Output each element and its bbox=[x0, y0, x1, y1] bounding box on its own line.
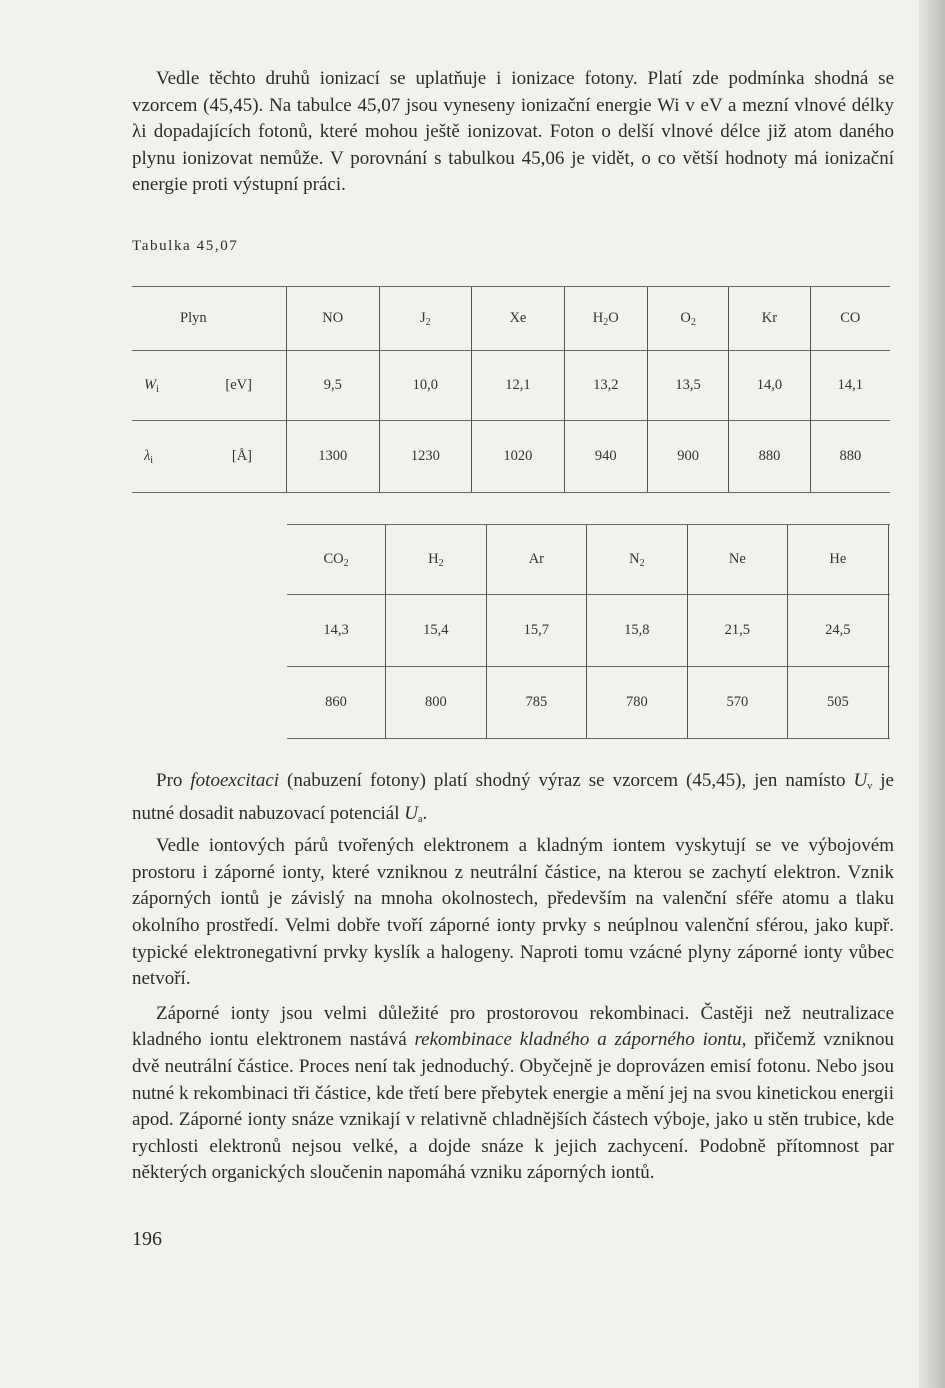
ionization-table-part-1 bbox=[132, 286, 890, 493]
gas-formula: Ne bbox=[728, 551, 746, 567]
formula-suffix: O bbox=[608, 309, 619, 326]
wavelength-cell: 880 bbox=[729, 421, 810, 493]
gas-cell bbox=[564, 287, 647, 351]
gas-cell bbox=[379, 287, 472, 351]
gas-formula: Ar bbox=[528, 551, 544, 567]
formula-subscript: 2 bbox=[425, 316, 431, 328]
text-run: je nutné dosadit nabuzovací potenciál bbox=[132, 770, 894, 824]
unit-label: [Å] bbox=[231, 447, 252, 464]
gas-formula: H bbox=[592, 309, 604, 326]
gas-cell bbox=[587, 525, 688, 595]
gas-formula: O bbox=[680, 309, 691, 326]
gas-cell bbox=[486, 525, 587, 595]
body-text bbox=[132, 768, 894, 1187]
wavelength-cell: 1230 bbox=[379, 421, 472, 493]
gas-formula: N bbox=[629, 550, 640, 567]
table-caption: Tabulka 45,07 bbox=[132, 238, 239, 254]
gas-cell bbox=[788, 525, 889, 595]
symbol-subscript: i bbox=[150, 454, 154, 466]
energy-row-label bbox=[132, 351, 287, 421]
energy-cell: 10,0 bbox=[379, 351, 472, 421]
gas-formula: H bbox=[428, 550, 439, 567]
italic-term: fotoexcitaci bbox=[190, 770, 280, 791]
gas-cell bbox=[287, 525, 386, 595]
symbol-w: W bbox=[144, 376, 157, 393]
text-run: Záporné ionty jsou velmi důležité pro prostorovou rekombinaci. Častěji než neutralizace kladného iontu elektronem nastává bbox=[132, 1002, 894, 1051]
wavelength-cell: 1300 bbox=[287, 421, 380, 493]
gas-formula: Kr bbox=[761, 310, 778, 326]
gas-cell bbox=[647, 287, 728, 351]
gas-formula: CO bbox=[840, 310, 861, 326]
energy-cell bbox=[888, 595, 890, 667]
energy-cell: 21,5 bbox=[687, 595, 788, 667]
energy-cell: 15,4 bbox=[386, 595, 487, 667]
formula-subscript: 2 bbox=[603, 316, 609, 328]
scan-edge-shadow bbox=[919, 0, 945, 1388]
energy-cell: 15,7 bbox=[486, 595, 587, 667]
paragraph-photoexcitation bbox=[132, 768, 894, 833]
text-run: Pro bbox=[156, 770, 191, 791]
intro-paragraph: Vedle těchto druhů ionizací se uplatňuje i ionizace fotony. Platí zde podmínka shodná se vzorcem (45,45). Na tabulce 45,07 jsou vyneseny ionizační energie Wi v eV a mezní vlnové délky λi dopadajících fotonů, které mohou ještě ionizovat. Foton o delší vlnové délce již atom daného plynu ionizovat nemůže. V porovnání s tabulkou 45,06 je vidět, o co větší hodnoty má ionizační energie proti výstupní práci. bbox=[132, 68, 894, 196]
energy-row bbox=[132, 351, 890, 421]
wavelength-cell: 1020 bbox=[472, 421, 565, 493]
energy-cell: 13,2 bbox=[564, 351, 647, 421]
wavelength-cell: 880 bbox=[810, 421, 890, 493]
page-number: 196 bbox=[132, 1228, 162, 1250]
energy-row bbox=[287, 595, 890, 667]
wavelength-cell: 860 bbox=[287, 667, 386, 739]
unit-label: [eV] bbox=[225, 376, 252, 393]
symbol-lambda: λ bbox=[144, 447, 151, 464]
wavelength-cell: 780 bbox=[587, 667, 688, 739]
symbol-u: U bbox=[404, 802, 418, 824]
gas-cell bbox=[287, 287, 380, 351]
energy-cell: 12,1 bbox=[472, 351, 565, 421]
text-run: . bbox=[422, 802, 428, 824]
wavelength-cell: 570 bbox=[687, 667, 788, 739]
wavelength-row-label bbox=[132, 421, 287, 493]
gas-formula: Xe bbox=[509, 310, 527, 326]
header-label: Plyn bbox=[180, 310, 207, 326]
energy-cell: 14,3 bbox=[287, 595, 386, 667]
gas-formula: He bbox=[829, 551, 847, 567]
gas-cell bbox=[386, 525, 487, 595]
table-header-row bbox=[287, 525, 890, 595]
text-run: , přičemž vzniknou dvě neutrální částice. Proces není tak jednoduchý. Obyčejně je doprovázen emisí fotonu. Nebo jsou nutné k rekombinaci tři částice, kde třetí bere přebytek energie a mění jej na svou kinetickou energii apod. Záporné ionty snáze vznikají v relativně chladnějších částech výboje, jako u stěn trubice, kde rychlosti elektronů nejsou velké, a dojde snáze k jejich zachycení. Podobně přítomnost par některých organických sloučenin napomáhá vzniku záporných iontů. bbox=[132, 1029, 894, 1184]
gas-formula: NO bbox=[322, 310, 344, 326]
symbol-subscript: v bbox=[867, 781, 873, 792]
gas-cell bbox=[729, 287, 810, 351]
energy-cell: 14,0 bbox=[729, 351, 810, 421]
wavelength-cell: 785 bbox=[486, 667, 587, 739]
wavelength-cell: 800 bbox=[386, 667, 487, 739]
ionization-table-part-2 bbox=[287, 524, 890, 739]
gas-cell bbox=[687, 525, 788, 595]
symbol-subscript: i bbox=[156, 383, 159, 395]
energy-cell: 24,5 bbox=[788, 595, 889, 667]
energy-cell: 14,1 bbox=[810, 351, 890, 421]
header-label-cell bbox=[132, 287, 287, 351]
energy-cell: 15,8 bbox=[587, 595, 688, 667]
symbol-subscript: a bbox=[417, 813, 423, 825]
table-header-row bbox=[132, 287, 890, 351]
wavelength-cell: 900 bbox=[647, 421, 728, 493]
gas-cell bbox=[888, 525, 890, 595]
wavelength-cell: 505 bbox=[788, 667, 889, 739]
wavelength-row bbox=[132, 421, 890, 493]
symbol-u: U bbox=[853, 770, 868, 791]
formula-subscript: 2 bbox=[639, 557, 645, 569]
wavelength-cell bbox=[888, 667, 890, 739]
formula-subscript: 2 bbox=[438, 557, 444, 569]
gas-formula: J bbox=[420, 309, 426, 326]
energy-cell: 9,5 bbox=[287, 351, 380, 421]
wavelength-row bbox=[287, 667, 890, 739]
formula-subscript: 2 bbox=[343, 557, 349, 569]
gas-formula: CO bbox=[323, 550, 344, 567]
italic-term: rekombinace kladného a záporného iontu bbox=[414, 1029, 742, 1051]
wavelength-cell: 940 bbox=[564, 421, 647, 493]
energy-cell: 13,5 bbox=[647, 351, 728, 421]
paragraph-recombination bbox=[132, 1001, 894, 1187]
text-run: (nabuzení fotony) platí shodný výraz se vzorcem (45,45), jen namísto bbox=[279, 770, 854, 791]
paragraph-negative-ions: Vedle iontových párů tvořených elektronem a kladným iontem vyskytují se ve výbojovém prostoru i záporné ionty, které vzniknou z neutrální částice, na kterou se zachytí elektron. Vznik záporných iontů je závislý na mnoha okolnostech, především na valenční sféře atomu a tlaku okolního prostředí. Velmi dobře tvoří záporné ionty prvky s neúplnou valenční sférou, jako kupř. typické elektronegativní prvky kyslík a halogeny. Naproti tomu vzácné plyny záporné ionty vůbec netvoří. bbox=[132, 835, 894, 990]
formula-subscript: 2 bbox=[690, 316, 696, 328]
gas-cell bbox=[472, 287, 565, 351]
gas-cell bbox=[810, 287, 890, 351]
